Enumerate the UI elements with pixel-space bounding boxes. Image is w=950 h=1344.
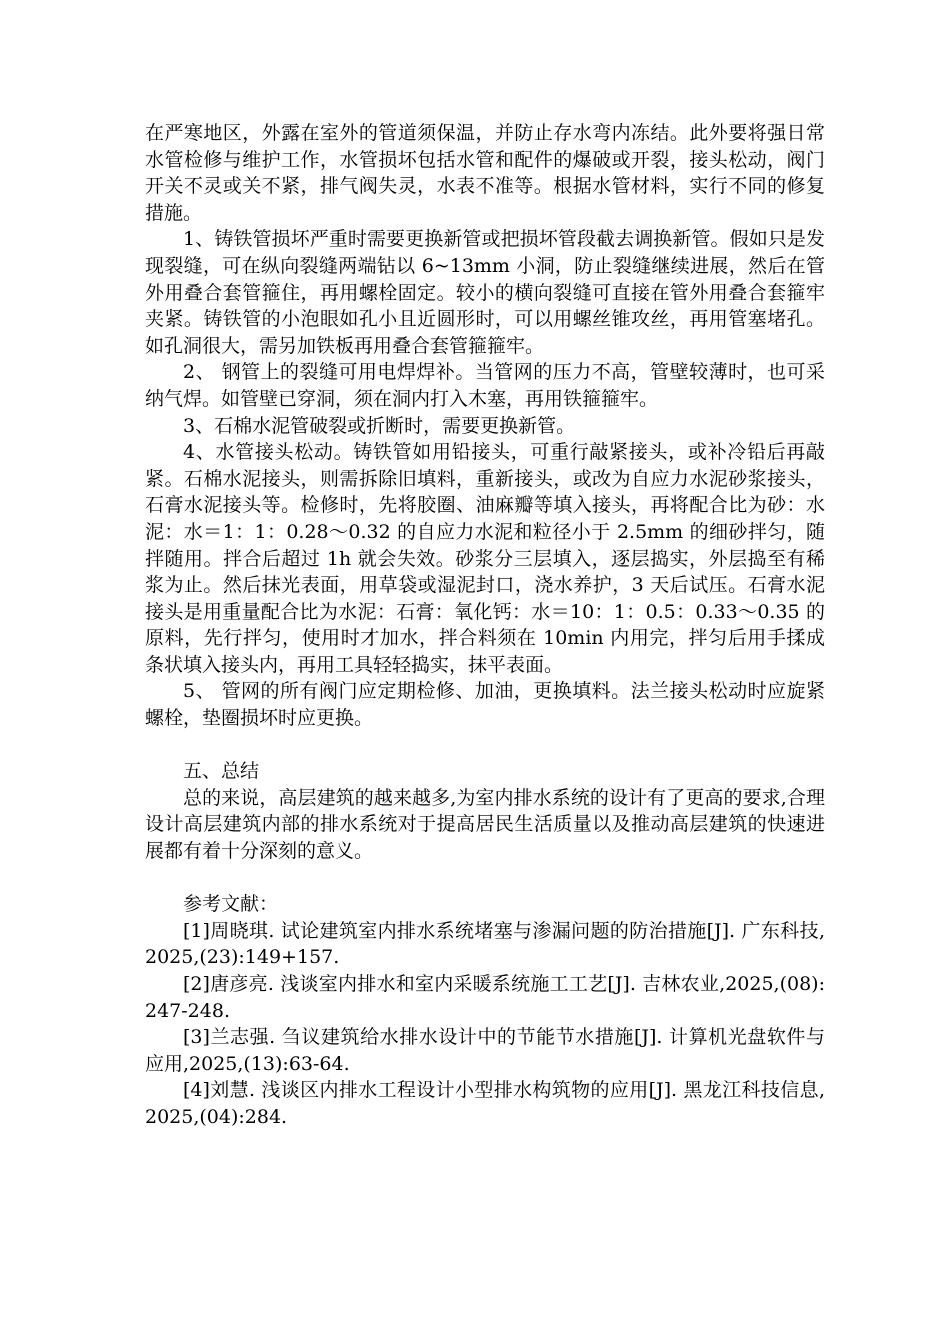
repair-item-3: 3、石棉水泥管破裂或折断时，需要更换新管。 bbox=[183, 414, 576, 437]
document-body bbox=[145, 120, 825, 1131]
reference-item-1: [1]周晓琪. 试论建筑室内排水系统堵塞与渗漏问题的防治措施[J]. 广东科技,2025,(23):149+157. bbox=[145, 919, 825, 969]
repair-item-1: 1、铸铁管损坏严重时需要更换新管或把损坏管段截去调换新管。假如只是发现裂缝，可在纵向裂缝两端钻以 6~13mm 小洞，防止裂缝继续进展，然后在管外用叠合套管箍住，再用螺栓固定。较小的横向裂缝可直接在管外用叠合套箍牢夹紧。铸铁管的小泡眼如孔小且近圆形时，可以用螺丝锥攻丝，再用管塞堵孔。如孔洞很大，需另加铁板再用叠合套管箍箍牢。 bbox=[145, 228, 825, 357]
intro-paragraph: 在严寒地区，外露在室外的管道须保温，并防止存水弯内冻结。此外要将强日常水管检修与维护工作，水管损坏包括水管和配件的爆破或开裂，接头松动，阀门开关不灵或关不紧，排气阀失灵，水表不准等。根据水管材料，实行不同的修复措施。 bbox=[145, 122, 825, 224]
summary-paragraph: 总的来说，高层建筑的越来越多,为室内排水系统的设计有了更高的要求,合理设计高层建筑内部的排水系统对于提高居民生活质量以及推动高层建筑的快速进展都有着十分深刻的意义。 bbox=[145, 786, 825, 863]
spacer bbox=[145, 865, 825, 892]
reference-item-2: [2]唐彦亮. 浅谈室内排水和室内采暖系统施工工艺[J]. 吉林农业,2025,(08):247-248. bbox=[145, 973, 825, 1022]
references-title: 参考文献： bbox=[183, 893, 279, 916]
reference-item-3: [3]兰志强. 刍议建筑给水排水设计中的节能节水措施[J]. 计算机光盘软件与应用,2025,(13):63-64. bbox=[145, 1026, 825, 1075]
repair-item-4: 4、水管接头松动。铸铁管如用铅接头，可重行敲紧接头，或补冷铅后再敲紧。石棉水泥接头，则需拆除旧填料，重新接头，或改为自应力水泥砂浆接头，石膏水泥接头等。检修时，先将胶圈、油麻瓣等填入接头，再将配合比为砂：水泥：水＝1：1：0.28～0.32 的自应力水泥和粒径小于 2.5mm 的细砂拌匀，随拌随用。拌合后超过 1h 就会失效。砂浆分三层填入，逐层捣实，外层捣至有稀浆为止。然后抹光表面，用草袋或湿泥封口，浇水养护，3 天后试压。石膏水泥接头是用重量配合比为水泥：石膏：氧化钙：水＝10：1：0.5：0.33～0.35 的原料，先行拌匀，使用时才加水，拌合料须在 10min 内用完，拌匀后用手揉成条状填入接头内，再用工具轻轻捣实，抹平表面。 bbox=[145, 441, 825, 676]
reference-item-4: [4]刘慧. 浅谈区内排水工程设计小型排水构筑物的应用[J]. 黑龙江科技信息,2025,(04):284. bbox=[145, 1079, 825, 1128]
repair-item-2: 2、 钢管上的裂缝可用电焊焊补。当管网的压力不高，管壁较薄时，也可采纳气焊。如管壁已穿洞，须在洞内打入木塞，再用铁箍箍牢。 bbox=[145, 361, 825, 410]
repair-item-5: 5、 管网的所有阀门应定期检修、加油，更换填料。法兰接头松动时应旋紧螺栓，垫圈损坏时应更换。 bbox=[145, 680, 825, 730]
section-title: 五、总结 bbox=[183, 760, 260, 783]
